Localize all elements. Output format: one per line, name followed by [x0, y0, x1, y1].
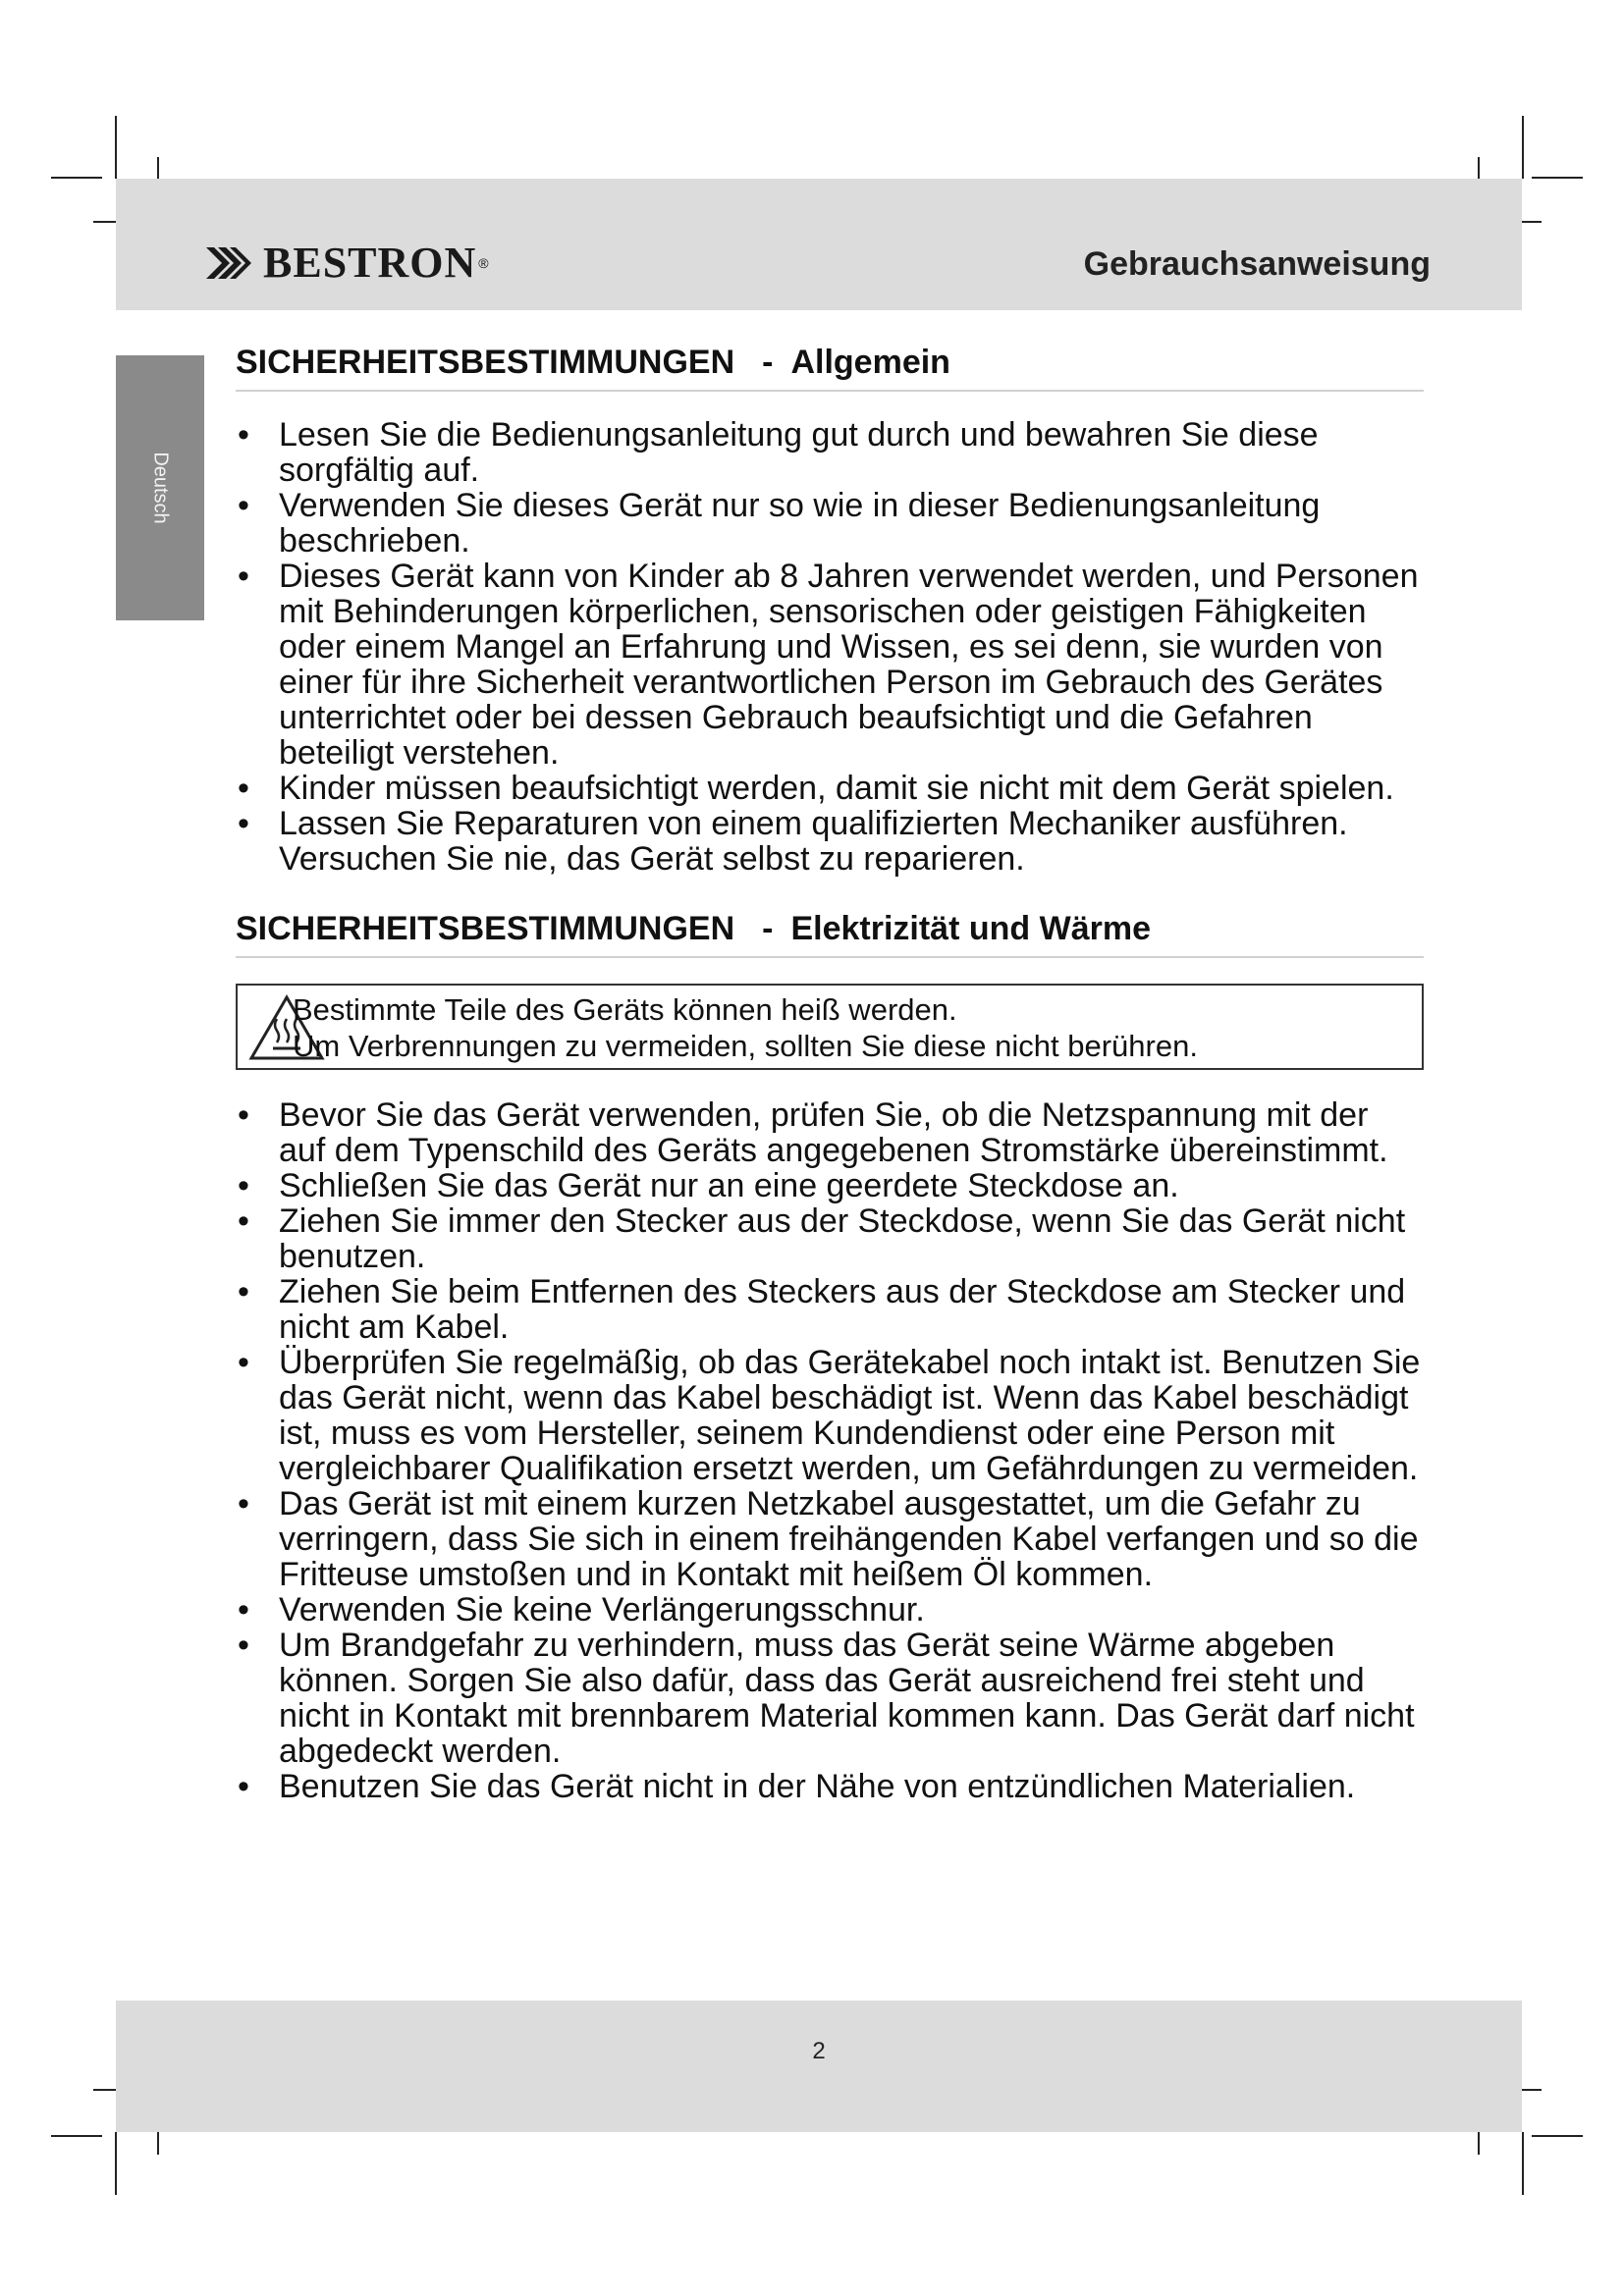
list-item: • Schließen Sie das Gerät nur an eine geerdete Steckdose an. [236, 1168, 1424, 1203]
list-item: • Um Brandgefahr zu verhindern, muss das Gerät seine Wärme abgeben können. Sorgen Sie also dafür, dass das Gerät ausreichend frei steht und nicht in Kontakt mit brennbarem Material kommen kann. Das Gerät darf nicht abgedeckt werden. [236, 1628, 1424, 1769]
list-item: • Verwenden Sie dieses Gerät nur so wie in dieser Bedienungsanleitung beschrieben. [236, 488, 1424, 559]
list-item: • Lesen Sie die Bedienungsanleitung gut durch und bewahren Sie diese sorgfältig auf. [236, 417, 1424, 488]
crop-mark [1532, 177, 1583, 179]
footer [116, 2001, 1522, 2132]
registered-mark-icon: ® [478, 254, 489, 271]
chevron-logo-icon [204, 245, 255, 281]
hot-surface-warning [236, 984, 1424, 1070]
heading-main: SICHERHEITSBESTIMMUNGEN [236, 910, 735, 947]
main-content [236, 344, 1424, 1804]
crop-mark [115, 116, 117, 179]
crop-mark [1522, 2132, 1524, 2195]
crop-mark [51, 2135, 102, 2137]
list-item: • Benutzen Sie das Gerät nicht in der Nähe von entzündlichen Materialien. [236, 1769, 1424, 1804]
section-heading-electricity [236, 910, 1424, 958]
warning-line: Um Verbrennungen zu vermeiden, sollten Sie diese nicht berühren. [293, 1029, 1198, 1063]
crop-mark [51, 177, 102, 179]
heading-sub: Elektrizität und Wärme [790, 910, 1151, 947]
heading-dash: - [762, 910, 774, 947]
heading-sub: Allgemein [790, 344, 950, 381]
section-heading-general [236, 344, 1424, 392]
warning-text [293, 991, 1198, 1064]
language-tab [116, 355, 204, 620]
crop-mark [1532, 2135, 1583, 2137]
list-item: • Verwenden Sie keine Verlängerungsschnur. [236, 1592, 1424, 1628]
list-item: • Dieses Gerät kann von Kinder ab 8 Jahren verwendet werden, und Personen mit Behinderungen körperlichen, sensorischen oder geistigen Fähigkeiten oder einem Mangel an Erfahrung und Wissen, es sei denn, sie wurden von einer für ihre Sicherheit verantwortlichen Person im Gebrauch des Gerätes unterrichtet oder bei dessen Gebrauch beaufsichtigt und die Gefahren beteiligt verstehen. [236, 559, 1424, 771]
list-item: • Überprüfen Sie regelmäßig, ob das Gerätekabel noch intakt ist. Benutzen Sie das Gerät nicht, wenn das Kabel beschädigt ist. Wenn das Kabel beschädigt ist, muss es vom Hersteller, seinem Kundendienst oder eine Person mit vergleichbarer Qualifikation ersetzt werden, um Gefährdungen zu vermeiden. [236, 1345, 1424, 1486]
page-number: 2 [812, 2038, 826, 2064]
warning-line: Bestimmte Teile des Geräts können heiß werden. [293, 992, 957, 1027]
page-title: Gebrauchsanweisung [1083, 245, 1431, 283]
crop-mark [1522, 116, 1524, 179]
list-item: • Kinder müssen beaufsichtigt werden, damit sie nicht mit dem Gerät spielen. [236, 771, 1424, 806]
list-item: • Bevor Sie das Gerät verwenden, prüfen Sie, ob die Netzspannung mit der auf dem Typenschild des Geräts angegebenen Stromstärke übereinstimmt. [236, 1097, 1424, 1168]
heading-main: SICHERHEITSBESTIMMUNGEN [236, 344, 735, 381]
general-safety-list [236, 417, 1424, 877]
list-item: • Lassen Sie Reparaturen von einem qualifizierten Mechaniker ausführen. Versuchen Sie nie, das Gerät selbst zu reparieren. [236, 806, 1424, 877]
crop-mark [115, 2132, 117, 2195]
list-item: • Ziehen Sie immer den Stecker aus der Steckdose, wenn Sie das Gerät nicht benutzen. [236, 1203, 1424, 1274]
list-item: • Ziehen Sie beim Entfernen des Steckers aus der Steckdose am Stecker und nicht am Kabel. [236, 1274, 1424, 1345]
brand-name: BESTRON [263, 239, 477, 287]
brand-logo [204, 238, 489, 288]
header [116, 179, 1522, 310]
electricity-safety-list [236, 1097, 1424, 1804]
heading-dash: - [762, 344, 774, 381]
language-tab-label: Deutsch [149, 452, 172, 524]
section-electricity [236, 910, 1424, 1804]
list-item: • Das Gerät ist mit einem kurzen Netzkabel ausgestattet, um die Gefahr zu verringern, dass Sie sich in einem freihängenden Kabel verfangen und so die Fritteuse umstoßen und in Kontakt mit heißem Öl kommen. [236, 1486, 1424, 1592]
